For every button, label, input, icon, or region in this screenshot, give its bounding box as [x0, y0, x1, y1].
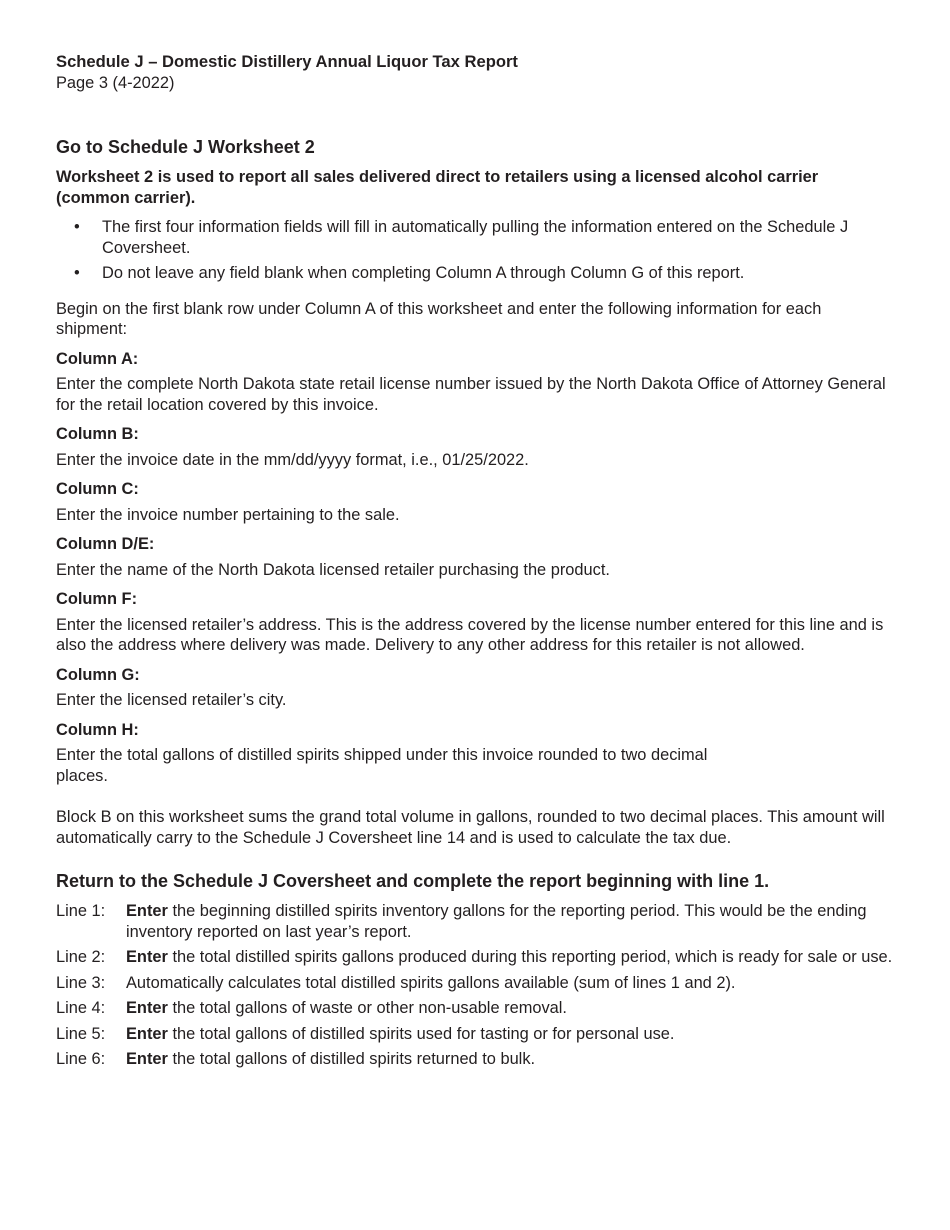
list-item: • Do not leave any field blank when completing Column A through Column G of this report.	[74, 264, 745, 282]
worksheet-intro: Worksheet 2 is used to report all sales delivered direct to retailers using a licensed alcohol carrier (common carrier).	[56, 168, 819, 207]
column-b-text: Enter the invoice date in the mm/dd/yyyy format, i.e., 01/25/2022.	[56, 450, 529, 469]
column-a-label: Column A:	[56, 349, 139, 368]
worksheet-bullets	[56, 217, 894, 284]
column-c-text: Enter the invoice number pertaining to the sale.	[56, 505, 400, 524]
column-c-label: Column C:	[56, 480, 139, 498]
line-item: Line 2: Enter the total distilled spirits gallons produced during this reporting period, which is ready for sale or use.	[56, 948, 893, 966]
column-de-label: Column D/E:	[56, 535, 155, 553]
column-g-label: Column G:	[56, 665, 140, 684]
column-g-text: Enter the licensed retailer’s city.	[56, 691, 287, 709]
worksheet-heading: Go to Schedule J Worksheet 2	[56, 137, 315, 157]
column-h-label: Column H:	[56, 720, 139, 739]
line-item: Line 4: Enter the total gallons of waste or other non-usable removal.	[56, 999, 567, 1017]
line-item: Line 6: Enter the total gallons of distilled spirits returned to bulk.	[56, 1050, 536, 1068]
document-page	[56, 52, 894, 1075]
document-title: Schedule J – Domestic Distillery Annual Liquor Tax Report	[56, 52, 518, 71]
begin-instructions: Begin on the first blank row under Column A of this worksheet and enter the following information for each shipment:	[56, 299, 822, 338]
coversheet-heading: Return to the Schedule J Coversheet and complete the report beginning with line 1.	[56, 871, 770, 891]
line-item: Line 1: Enter the beginning distilled spirits inventory gallons for the reporting period. This would be the ending inventory reported on last year’s report.	[56, 902, 867, 941]
page-number: Page 3 (4-2022)	[56, 73, 175, 92]
coversheet-lines	[56, 901, 894, 1070]
column-a-text: Enter the complete North Dakota state retail license number issued by the North Dakota Office of Attorney General for the retail location covered by this invoice.	[56, 375, 886, 414]
bullet-icon: •	[74, 218, 80, 236]
list-item: • The first four information fields will fill in automatically pulling the information entered on the Schedule J Coversheet.	[74, 218, 849, 257]
line-item: Line 3: Automatically calculates total distilled spirits gallons available (sum of lines 1 and 2).	[56, 973, 736, 992]
column-f-label: Column F:	[56, 590, 138, 608]
column-f-text: Enter the licensed retailer’s address. This is the address covered by the license number entered for this line and is also the address where delivery was made. Delivery to any other address for this retailer is not allowed.	[56, 615, 884, 654]
block-b-note: Block B on this worksheet sums the grand total volume in gallons, rounded to two decimal places. This amount will automatically carry to the Schedule J Coversheet line 14 and is used to calculate the tax due.	[56, 808, 885, 847]
column-de-text: Enter the name of the North Dakota licensed retailer purchasing the product.	[56, 560, 610, 579]
bullet-icon: •	[74, 264, 80, 282]
line-item: Line 5: Enter the total gallons of distilled spirits used for tasting or for personal use.	[56, 1024, 675, 1043]
column-h-text: Enter the total gallons of distilled spirits shipped under this invoice rounded to two decimal places.	[56, 746, 708, 785]
column-b-label: Column B:	[56, 425, 139, 443]
